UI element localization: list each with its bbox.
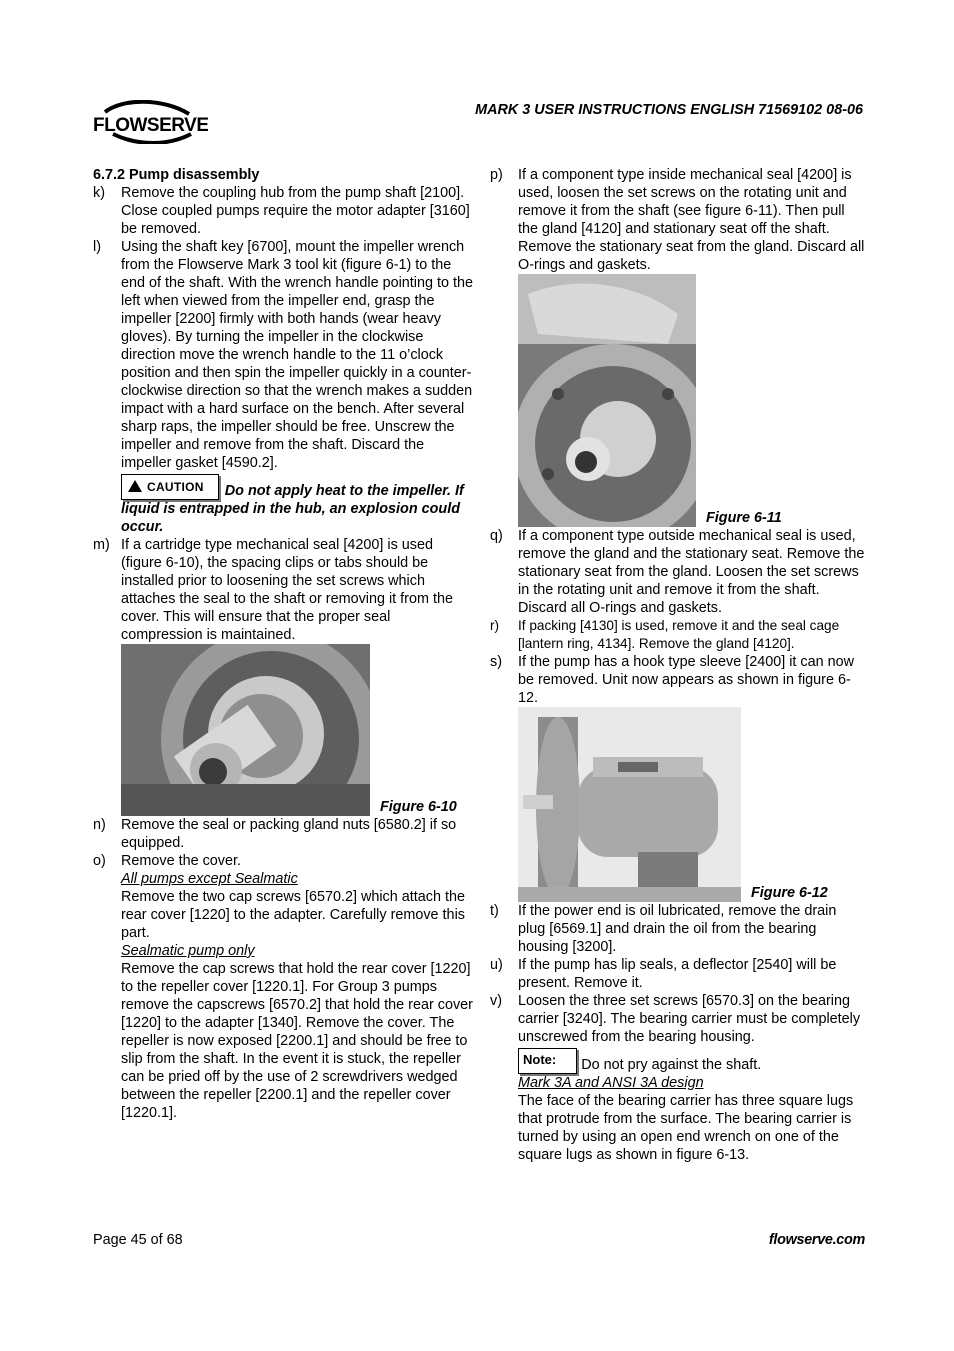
gland-photo	[518, 274, 696, 527]
step-v	[490, 992, 865, 1046]
warning-triangle-icon	[128, 480, 142, 492]
flowserve-logo	[93, 100, 208, 144]
step-text: If the power end is oil lubricated, remove the drain plug [6569.1] and drain the oil from the bearing housing [3200].	[518, 903, 837, 955]
step-marker: r)	[490, 618, 500, 633]
website-link[interactable]: flowserve.com	[768, 1232, 865, 1248]
step-u	[490, 956, 865, 992]
step-n	[93, 816, 473, 852]
step-text: If the pump has a hook type sleeve [2400] it can now be removed. Unit now appears as shown in figure 6-12.	[518, 654, 854, 706]
step-marker: u)	[490, 957, 503, 973]
figure-6-11	[518, 274, 865, 527]
step-s	[490, 653, 865, 707]
step-marker: m)	[93, 537, 110, 553]
step-q	[490, 527, 865, 617]
caution-text: Do not apply heat to the impeller. If liquid is entrapped in the hub, an explosion could occur.	[121, 483, 464, 535]
right-column	[490, 166, 865, 1164]
step-text: If a cartridge type mechanical seal [4200] is used (figure 6-10), the spacing clips or tabs should be installed prior to loosening the set screws which attaches the seal to the shaft or removing it from the cover. This will ensure that the proper seal compression is maintained.	[121, 537, 453, 643]
document-header: MARK 3 USER INSTRUCTIONS ENGLISH 71569102 08-06	[475, 102, 863, 118]
subsection-title: Sealmatic pump only	[121, 943, 255, 959]
step-text: If the pump has lip seals, a deflector [2540] will be present. Remove it.	[518, 957, 837, 991]
left-column	[93, 166, 473, 1122]
figure-6-12	[518, 707, 865, 902]
step-text: If packing [4130] is used, remove it and the seal cage [lantern ring, 4134]. Remove the gland [4120].	[518, 618, 840, 651]
step-m	[93, 536, 473, 644]
step-marker: s)	[490, 654, 502, 670]
subsection-title: Mark 3A and ANSI 3A design	[518, 1075, 704, 1091]
subsection-text: Remove the cap screws that hold the rear cover [1220] to the repeller cover [1220.1]. For Group 3 pumps remove the capscrews [6570.2] that hold the rear cover [1220] to the adapter [1340]. Remove the cover. The repeller is now exposed [2200.1] and should be free to slip from the shaft. In the event it is stuck, the repeller can be pried off by the use of 2 screwdrivers wedged between the repeller [2200.1] and the repeller cover [1220.1].	[121, 961, 473, 1121]
caution-notice	[121, 474, 473, 536]
step-text: Using the shaft key [6700], mount the impeller wrench from the Flowserve Mark 3 tool kit (figure 6-1) to the end of the shaft. With the wrench handle pointing to the left when viewed from the impeller end, grasp the impeller [2200] firmly with both hands (wear heavy gloves). By turning the impeller in the clockwise direction move the wrench handle to the 11 o’clock position and then spin the impeller quickly in a counter-clockwise direction so that the wrench makes a sudden impact with a hard surface on the bench. After several sharp raps, the impeller should be free. Unscrew the impeller and remove from the shaft. Discard the impeller gasket [4590.2].	[121, 239, 474, 471]
subsection-title: All pumps except Sealmatic	[121, 871, 298, 887]
figure-6-10	[121, 644, 473, 816]
step-o	[93, 852, 473, 870]
pump-unit-photo	[518, 707, 741, 902]
subsection-text: The face of the bearing carrier has three square lugs that protrude from the surface. The bearing carrier is turned by using an open end wrench on one of the square lugs as shown in figure 6-13.	[518, 1093, 854, 1163]
step-marker: n)	[93, 817, 106, 833]
step-marker: p)	[490, 167, 503, 183]
step-text: Remove the seal or packing gland nuts [6580.2] if so equipped.	[121, 817, 457, 851]
step-p	[490, 166, 865, 274]
note-notice	[518, 1048, 865, 1074]
step-k	[93, 184, 473, 238]
step-marker: t)	[490, 903, 499, 919]
subsection-text: Remove the two cap screws [6570.2] which attach the rear cover [1220] to the adapter. Carefully remove this part.	[121, 889, 465, 941]
figure-caption: Figure 6-12	[751, 885, 828, 901]
caution-label: CAUTION	[147, 480, 204, 494]
section-heading: 6.7.2 Pump disassembly	[93, 167, 260, 183]
step-marker: v)	[490, 993, 502, 1009]
step-text: If a component type outside mechanical seal is used, remove the gland and the stationary seat. Remove the stationary seat from the gland. Loosen the set screws in the rotating unit and remove it from the shaft. Discard all O-rings and gaskets.	[518, 528, 865, 616]
figure-caption: Figure 6-10	[380, 799, 457, 815]
step-marker: q)	[490, 528, 503, 544]
seal-photo	[121, 644, 370, 816]
note-box: Note:	[518, 1048, 577, 1074]
step-marker: k)	[93, 185, 105, 201]
caution-box	[121, 474, 219, 500]
step-marker: o)	[93, 853, 106, 869]
logo-wordmark: FLOWSERVE	[93, 115, 208, 136]
step-text: If a component type inside mechanical seal [4200] is used, loosen the set screws on the rotating unit and remove it from the shaft (see figure 6-11). Then pull the gland [4120] and stationary seat off the shaft. Remove the stationary seat from the gland. Discard all O-rings and gaskets.	[518, 167, 865, 273]
figure-caption: Figure 6-11	[706, 510, 782, 526]
step-text: Remove the cover.	[121, 853, 241, 869]
step-text: Loosen the three set screws [6570.3] on the bearing carrier [3240]. The bearing carrier must be completely unscrewed from the bearing housing.	[518, 993, 861, 1045]
step-l	[93, 238, 473, 472]
step-t	[490, 902, 865, 956]
note-text: Do not pry against the shaft.	[581, 1057, 762, 1073]
step-r	[490, 617, 865, 653]
step-text: Remove the coupling hub from the pump shaft [2100]. Close coupled pumps require the motor adapter [3160] be removed.	[121, 185, 470, 237]
step-marker: l)	[93, 239, 101, 255]
page-number: Page 45 of 68	[93, 1232, 183, 1248]
